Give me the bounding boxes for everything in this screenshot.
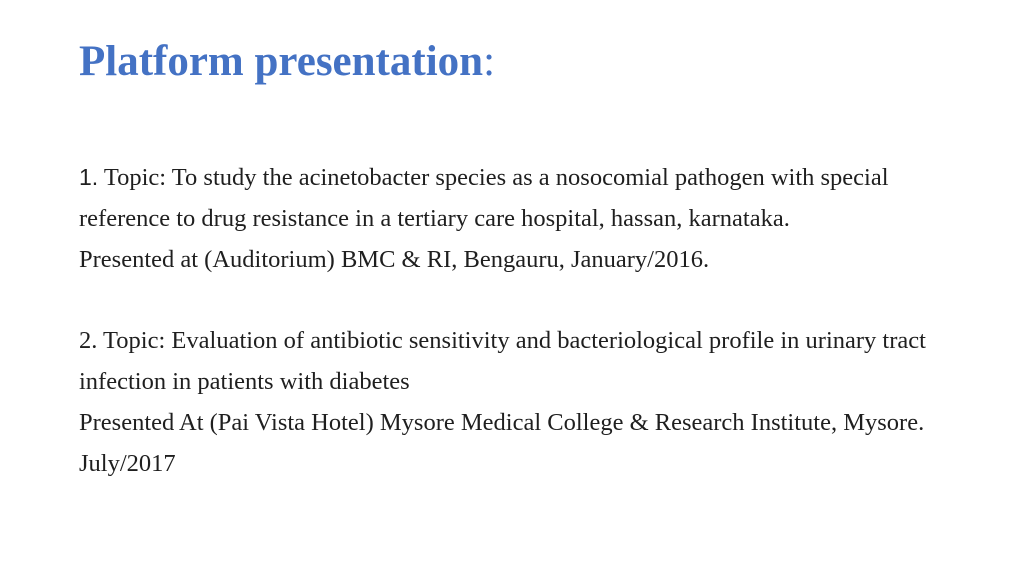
title-colon: : <box>483 38 496 85</box>
entry-1-number: 1. <box>79 164 99 190</box>
presentation-entry-1 <box>79 157 944 280</box>
title-text: Platform presentation <box>79 38 484 85</box>
entry-spacer <box>79 280 944 321</box>
presentation-entry-2 <box>79 321 944 484</box>
entry-1-topic-text: Topic: To study the acinetobacter species as a nosocomial pathogen with special reference to drug resistance in a tertiary care hospital, hassan, karnataka. <box>79 164 889 232</box>
slide-body <box>79 157 944 484</box>
entry-2-presented: Presented At (Pai Vista Hotel) Mysore Medical College & Research Institute, Mysore. July/2017 <box>79 408 925 477</box>
entry-1-presented: Presented at (Auditorium) BMC & RI, Bengauru, January/2016. <box>79 245 710 273</box>
entry-2-number: 2. <box>79 327 98 355</box>
entry-2-topic-text: Topic: Evaluation of antibiotic sensitivity and bacteriological profile in urinary tract infection in patients with diabetes <box>79 327 926 395</box>
entry-2-topic <box>79 321 944 403</box>
entry-1-topic <box>79 157 944 240</box>
slide-title <box>79 34 944 90</box>
